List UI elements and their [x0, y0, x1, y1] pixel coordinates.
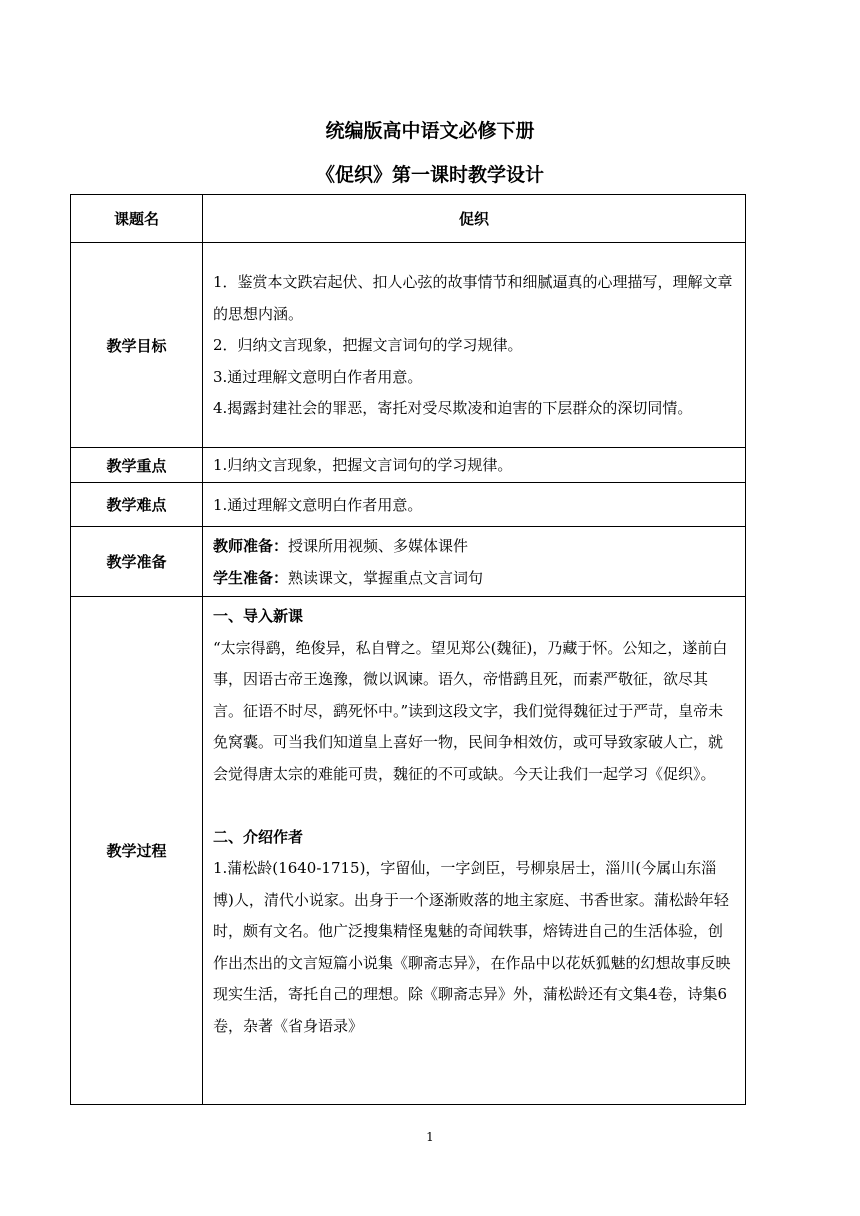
objective-item: 4.揭露封建社会的罪恶，寄托对受尽欺凌和迫害的下层群众的深切同情。	[213, 399, 693, 418]
teacher-preparation	[213, 531, 735, 563]
document-subtitle: 《促织》第一课时教学设计	[315, 164, 544, 186]
section-heading: 二、介绍作者	[213, 827, 304, 846]
student-preparation	[213, 563, 735, 595]
table-row-difficulty	[71, 483, 746, 527]
student-preparation-value: 熟读课文，掌握重点文言词句	[288, 568, 484, 587]
preparation-label: 教学准备	[71, 527, 203, 597]
section-paragraph: 1.蒲松龄(1640-1715)，字留仙，一字剑臣，号柳泉居士，淄川(今属山东淄博)人，清代小说家。出身于一个逐渐败落的地主家庭、书香世家。蒲松龄年轻时，颇有文名。他广泛搜集精怪鬼魅的奇闻轶事，熔铸进自己的生活体验，创作出杰出的文言短篇小说集《聊斋志异》，在作品中以花妖狐魅的幻想故事反映现实生活，寄托自己的理想。除《聊斋志异》外，蒲松龄还有文集4卷，诗集6卷，杂著《省身语录》	[213, 859, 731, 1035]
header-label: 课题名	[71, 195, 203, 243]
key-point-value: 1.归纳文言现象，把握文言词句的学习规律。	[203, 448, 746, 483]
process-label: 教学过程	[71, 597, 203, 1105]
table-row-objectives	[71, 243, 746, 448]
difficulty-value: 1.通过理解文意明白作者用意。	[203, 483, 746, 527]
lesson-plan-table	[70, 194, 746, 1105]
student-preparation-label: 学生准备：	[213, 568, 289, 587]
table-row-process	[71, 597, 746, 1105]
table-row-preparation	[71, 527, 746, 597]
objectives-label: 教学目标	[71, 243, 203, 448]
difficulty-label: 教学难点	[71, 483, 203, 527]
table-row-key-point	[71, 448, 746, 483]
key-point-label: 教学重点	[71, 448, 203, 483]
objective-item: 3.通过理解文意明白作者用意。	[213, 367, 423, 386]
table-row-header	[71, 195, 746, 243]
objective-item: 1．鉴赏本文跌宕起伏、扣人心弦的故事情节和细腻逼真的心理描写，理解文章的思想内涵。	[213, 273, 733, 323]
teacher-preparation-value: 授课所用视频、多媒体课件	[288, 537, 469, 555]
page-number: 1	[426, 1130, 434, 1144]
objective-item: 2．归纳文言现象，把握文言词句的学习规律。	[213, 336, 523, 355]
preparation-content	[203, 527, 746, 597]
document-title: 统编版高中语文必修下册	[325, 120, 535, 142]
blank-line	[213, 790, 735, 822]
process-content	[203, 597, 746, 1105]
teacher-preparation-label: 教师准备：	[213, 537, 289, 555]
section-paragraph: “太宗得鹞，绝俊异，私自臂之。望见郑公(魏征)，乃藏于怀。公知之，遂前白事，因语古帝王逸豫，微以讽谏。语久，帝惜鹞且死，而素严敬征，欲尽其言。征语不时尽，鹞死怀中。”读到这段文字，我们觉得魏征过于严苛，皇帝未免窝囊。可当我们知道皇上喜好一物，民间争相效仿，或可导致家破人亡，就会觉得唐太宗的难能可贵，魏征的不可或缺。今天让我们一起学习《促织》。	[213, 638, 728, 783]
header-value: 促织	[203, 195, 746, 243]
objectives-content	[203, 243, 746, 448]
section-heading: 一、导入新课	[213, 607, 304, 625]
